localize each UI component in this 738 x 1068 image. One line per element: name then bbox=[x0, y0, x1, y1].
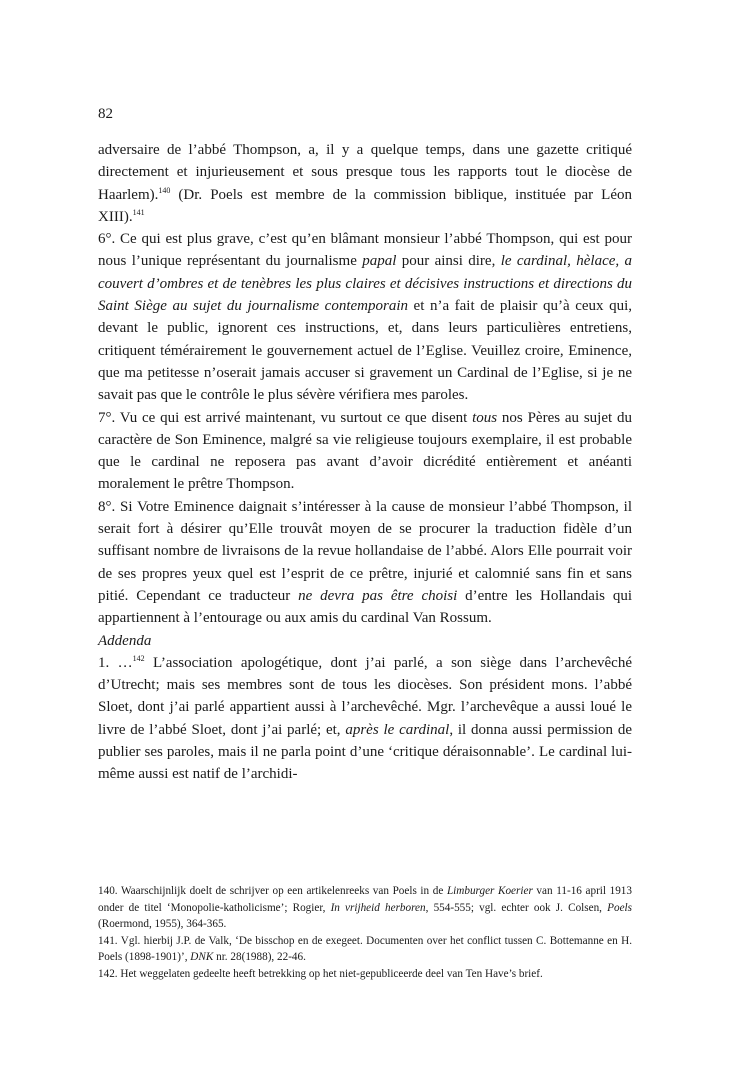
italic-run: papal bbox=[362, 253, 397, 270]
text-run: nr. 28(1988), 22-46. bbox=[213, 951, 306, 964]
footnote-142 bbox=[98, 966, 632, 983]
paragraph-point-8 bbox=[98, 496, 632, 630]
text-run: 6°. Ce qui est plus grave, c’est qu’en blâmant monsieur l’abbé Thompson, qui est pour nous l’unique représentant du journalisme bbox=[98, 231, 632, 270]
footnotes bbox=[98, 883, 632, 983]
italic-run: tous bbox=[472, 409, 498, 426]
text-run: d’entre les Hollandais qui appartiennent à l’entourage ou aux amis du cardinal Van Rossum. bbox=[98, 587, 632, 627]
text-run: et n’a fait de plaisir qu’à ceux qui, devant le public, ignorent ces instructions, et, dans leurs particulières entretiens, critiquent témérairement le gouvernement actuel de l’Eglise. Veuillez croire, Eminence, que ma petitesse n’oserait jamais accuser si gravement un Cardinal de l’Eglise, si je ne savait pas que le contrôle le plus sévère vérifiera mes paroles. bbox=[98, 298, 632, 404]
text-run: 141. Vgl. hierbij J.P. de Valk, ‘De bisschop en de exegeet. Documenten over het conflict tussen C. Bottemanne en H. Poels (1898-1901)’, bbox=[98, 934, 632, 964]
text-run: pour ainsi dire, bbox=[396, 253, 501, 270]
text-run: 7°. Vu ce qui est arrivé maintenant, vu surtout ce que disent bbox=[98, 409, 473, 426]
text-run: adversaire de l’abbé Thompson, a, il y a quelque temps, dans une gazette critiqué directement et injurieusement et sous presque tous les rapports tout le diocèse de Haarlem). bbox=[98, 142, 632, 203]
italic-run: ne devra pas être choisi bbox=[298, 587, 458, 604]
italic-run: après le cardinal bbox=[345, 721, 450, 738]
text-run: (Dr. Poels est membre de la commission biblique, instituée par Léon XIII). bbox=[98, 186, 632, 225]
italic-run: DNK bbox=[190, 951, 214, 964]
text-run: 8°. Si Votre Eminence daignait s’intéresser à la cause de monsieur l’abbé Thompson, il serait fort à désirer qu’Elle trouvât moyen de se procurer la traduction fidèle d’un suffisant nombre de livraisons de la revue hollandaise de l’abbé. Alors Elle pourrait voir de ses propres yeux quel est l’esprit de ce prêtre, injurié et calomnié sans fin et sans pitié. Cependant ce traducteur bbox=[98, 498, 632, 604]
italic-run: Poels bbox=[607, 901, 632, 914]
text-run: L’association apologétique, dont j’ai parlé, a son siège dans l’archevêché d’Utrecht; mais ses membres sont de tous les diocèses. Son président mons. l’abbé Sloet, dont j’ai parlé appartient aussi à l’archevêché. Mgr. l’archevêque a aussi loué le livre de l’abbé Sloet, dont j’ai parlé; et, bbox=[98, 654, 632, 738]
paragraph-point-7 bbox=[98, 407, 632, 496]
page-number: 82 bbox=[98, 106, 113, 122]
footnote-141 bbox=[98, 933, 632, 966]
footnote-140 bbox=[98, 883, 632, 933]
text-run: nos Pères au sujet du caractère de Son Eminence, malgré sa vie religieuse toujours exemplaire, il est probable que le cardinal ne reposera pas avant d’avoir dicrédité entièrement et anéanti moralement le prêtre Thompson. bbox=[98, 409, 632, 493]
paragraph-point-6 bbox=[98, 228, 632, 406]
text-run: (Roermond, 1955), 364-365. bbox=[98, 918, 227, 931]
paragraph-continuation bbox=[98, 139, 632, 228]
footnote-ref-140[interactable]: 140 bbox=[158, 185, 171, 195]
text-run: 142. Het weggelaten gedeelte heeft betrekking op het niet-gepubliceerde deel van Ten Have’s brief. bbox=[98, 967, 543, 980]
paragraph-addenda-1 bbox=[98, 652, 632, 786]
addenda-heading: Addenda bbox=[98, 632, 152, 649]
italic-run: In vrijheid herboren bbox=[330, 901, 426, 914]
text-run: 1. … bbox=[98, 654, 133, 671]
footnote-ref-141[interactable]: 141 bbox=[132, 207, 145, 217]
text-run: , 554-555; vgl. echter ook J. Colsen, bbox=[425, 901, 608, 914]
text-run: , il donna aussi permission de publier ses paroles, mais il ne parla point d’une ‘critique déraisonnable’. Le cardinal lui-même aussi est natif de l’archidi- bbox=[98, 721, 632, 783]
italic-run: Limburger Koerier bbox=[446, 885, 533, 897]
text-run: van 11-16 april 1913 onder de titel ‘Monopolie-katholicisme’; Rogier, bbox=[98, 885, 632, 914]
italic-run: le cardinal, hèlace, a couvert d’ombres et de tenèbres les plus claires et décisives instructions et directions du Saint Siège au sujet du journalisme contemporain bbox=[98, 253, 632, 315]
body-text bbox=[98, 139, 632, 786]
footnote-ref-142[interactable]: 142 bbox=[132, 653, 145, 663]
text-run: 140. Waarschijnlijk doelt de schrijver op een artikelenreeks van Poels in de bbox=[98, 885, 447, 897]
